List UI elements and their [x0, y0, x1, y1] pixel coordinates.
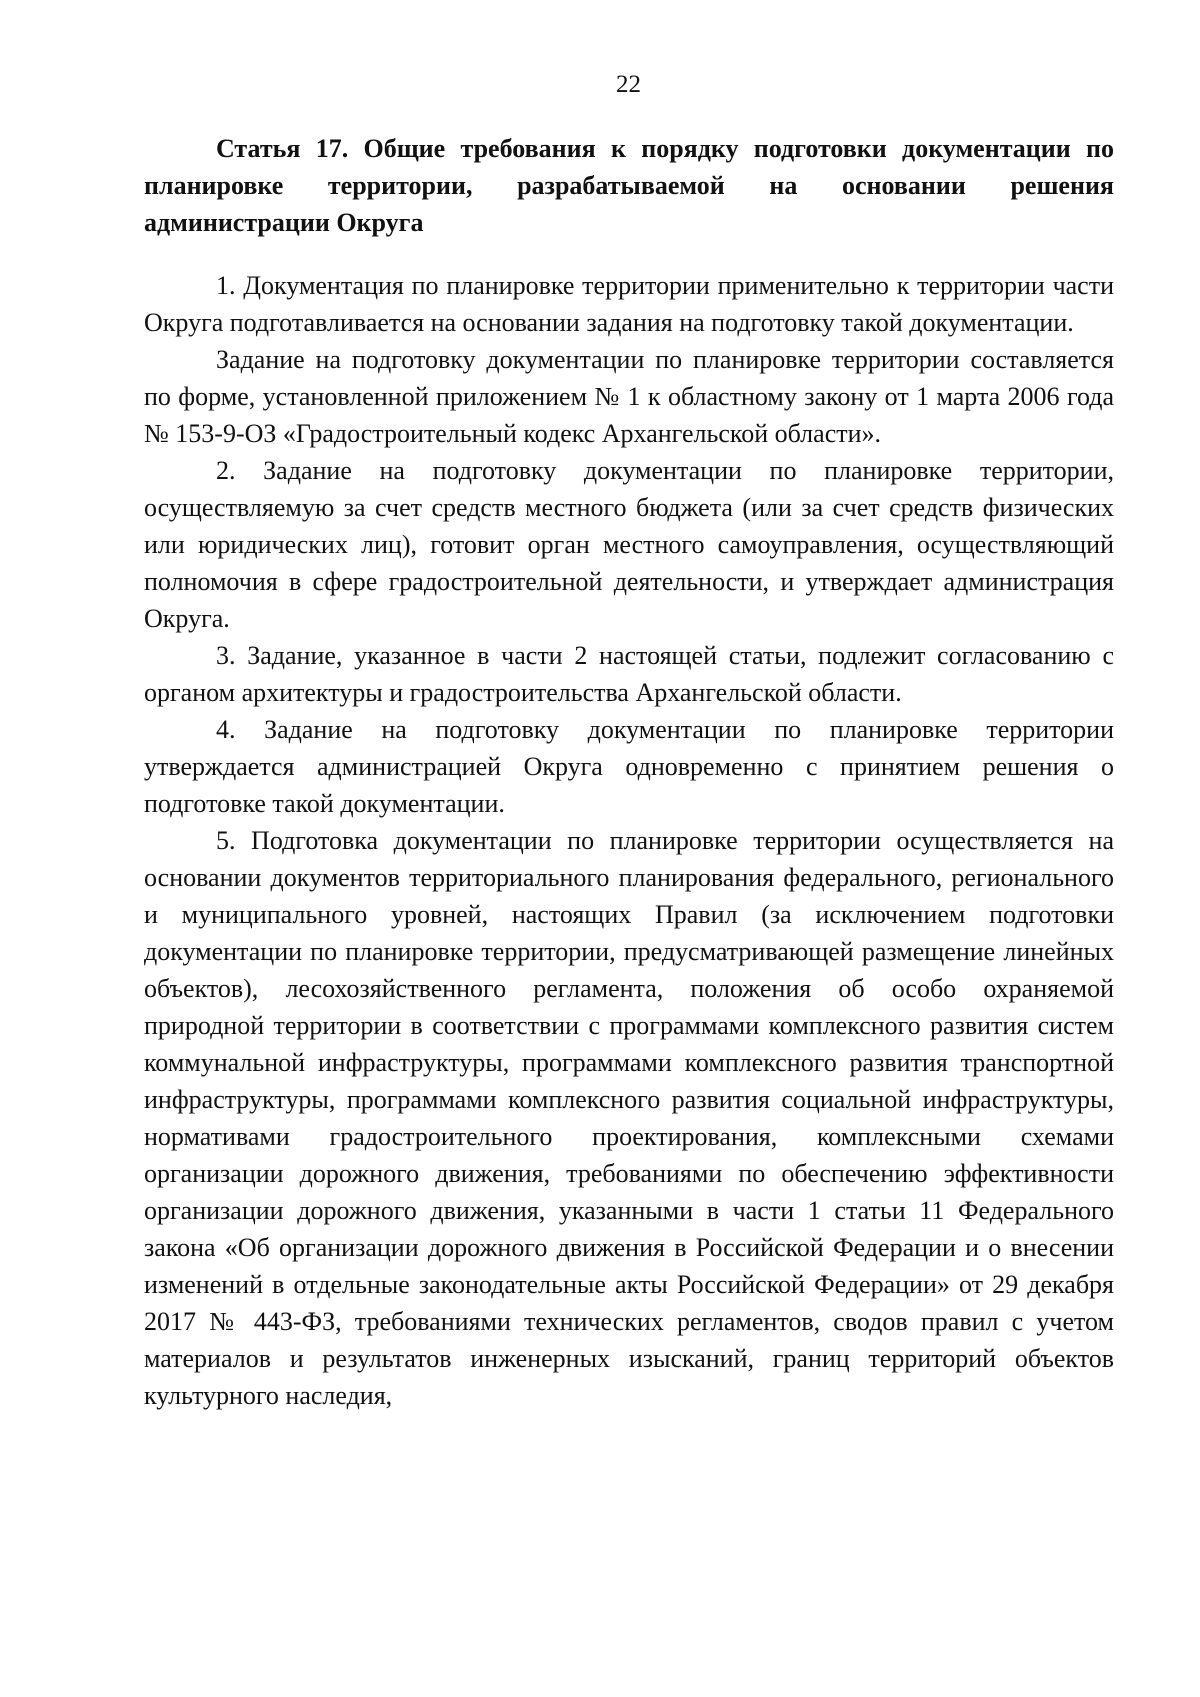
article-body: [144, 130, 1114, 1414]
page-number: 22: [616, 71, 641, 98]
paragraph-5: 5. Подготовка документации по планировке территории осуществляется на основании документов территориального планирования федерального, регионального и муниципального уровней, настоящих Правил (за исключением подготовки документации по планировке территории, предусматривающей размещение линейных объектов), лесохозяйственного регламента, положения об особо охраняемой природной территории в соответствии с программами комплексного развития систем коммунальной инфраструктуры, программами комплексного развития транспортной инфраструктуры, программами комплексного развития социальной инфраструктуры, нормативами градостроительного проектирования, комплексными схемами организации дорожного движения, требованиями по обеспечению эффективности организации дорожного движения, указанными в части 1 статьи 11 Федерального закона «Об организации дорожного движения в Российской Федерации и о внесении изменений в отдельные законодательные акты Российской Федерации» от 29 декабря 2017 № 443-ФЗ, требованиями технических регламентов, сводов правил с учетом материалов и результатов инженерных изысканий, границ территорий объектов культурного наследия,: [144, 826, 1114, 1410]
paragraph-3: 3. Задание, указанное в части 2 настоящей статьи, подлежит согласованию с органом архитектуры и градостроительства Архангельской области.: [144, 641, 1114, 707]
article-heading: Статья 17. Общие требования к порядку подготовки документации по планировке территории, разрабатываемой на основании решения администрации Округа: [144, 134, 1114, 237]
paragraph-1-continued: Задание на подготовку документации по планировке территории составляется по форме, установленной приложением № 1 к областному закону от 1 марта 2006 года № 153-9-ОЗ «Градостроительный кодекс Архангельской области».: [144, 345, 1114, 448]
paragraph-1: 1. Документация по планировке территории применительно к территории части Округа подготавливается на основании задания на подготовку такой документации.: [144, 271, 1114, 337]
paragraph-4: 4. Задание на подготовку документации по планировке территории утверждается администрацией Округа одновременно с принятием решения о подготовке такой документации.: [144, 715, 1114, 818]
paragraph-2: 2. Задание на подготовку документации по планировке территории, осуществляемую за счет средств местного бюджета (или за счет средств физических или юридических лиц), готовит орган местного самоуправления, осуществляющий полномочия в сфере градостроительной деятельности, и утверждает администрация Округа.: [144, 456, 1114, 633]
